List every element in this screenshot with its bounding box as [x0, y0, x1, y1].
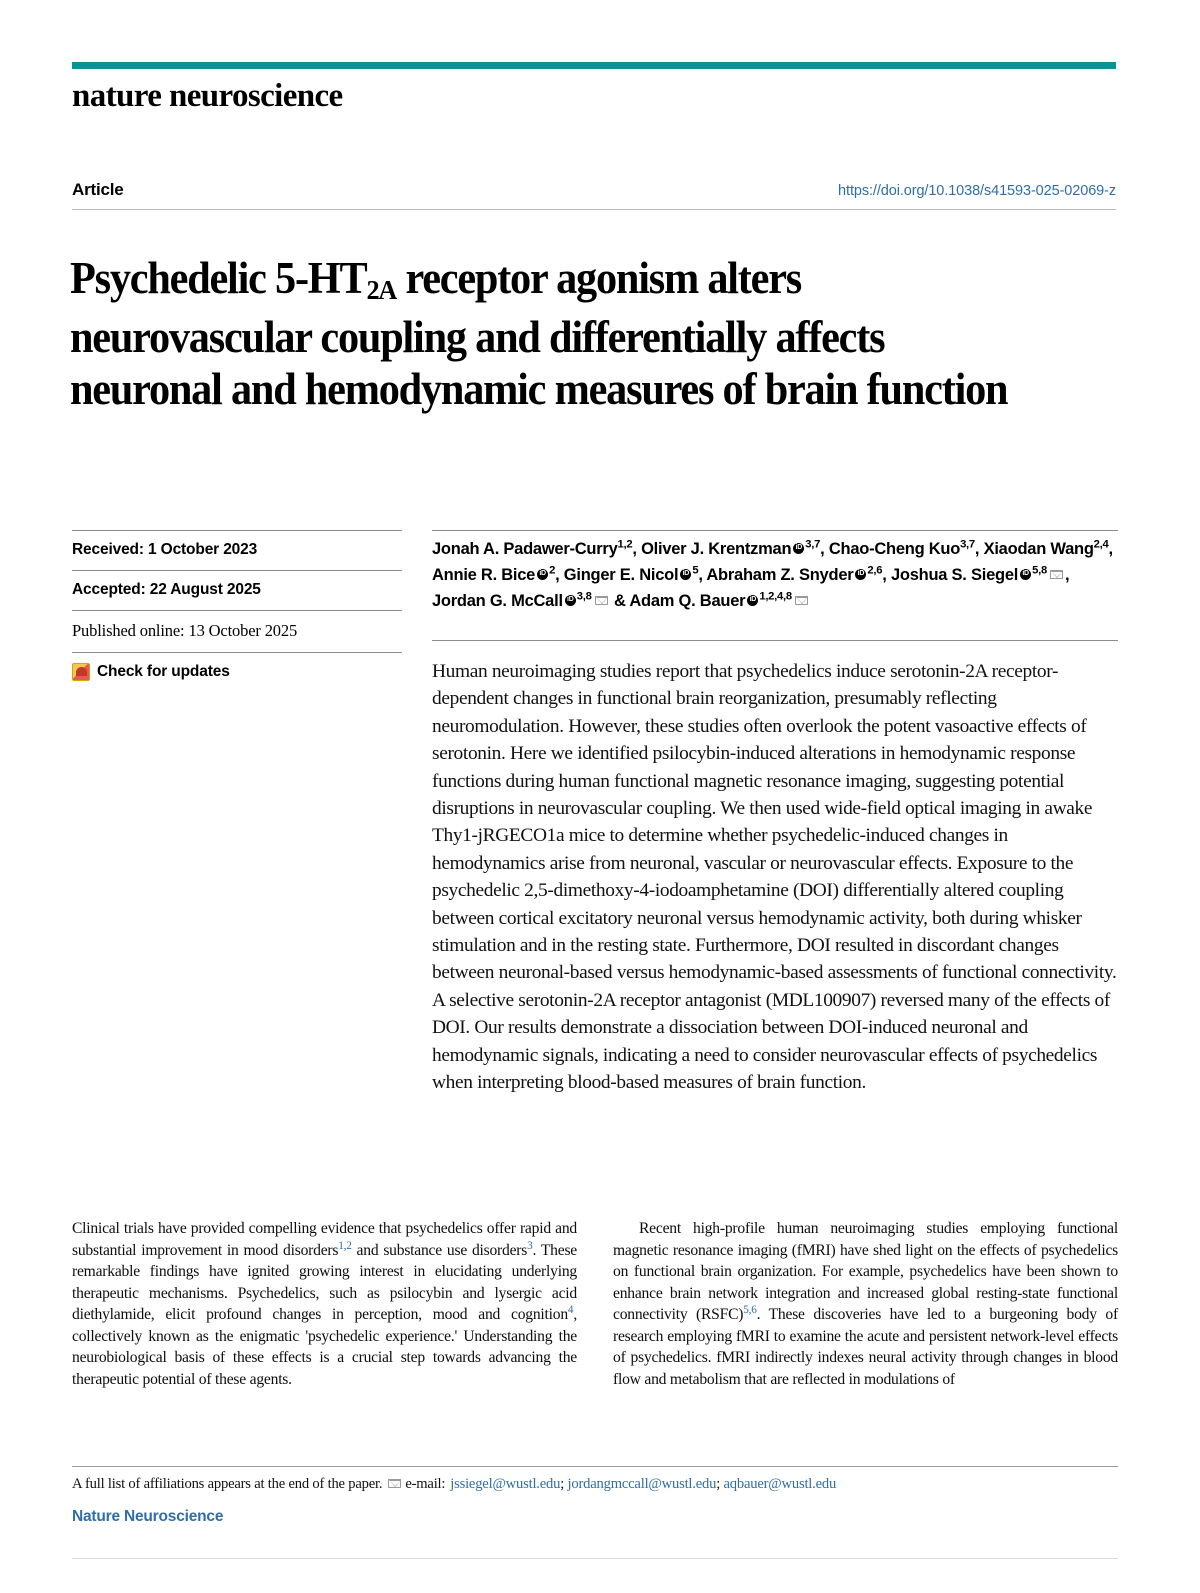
check-for-updates-button[interactable] [72, 653, 402, 681]
author-name: Joshua S. Siegel [890, 566, 1019, 584]
author-affiliation-marker: 1,2 [617, 538, 633, 551]
citation-ref-4[interactable]: 4 [567, 1303, 574, 1316]
author-affiliation-marker: 2 [549, 564, 556, 577]
citation-ref-3[interactable]: 3 [527, 1239, 533, 1252]
authors-divider-top [432, 530, 1118, 531]
email-link[interactable]: jordangmccall@wustl.edu [567, 1476, 717, 1492]
doi-link[interactable]: https://doi.org/10.1038/s41593-025-02069-z [838, 183, 1116, 199]
author-name: Oliver J. Krentzman [641, 540, 792, 558]
intro-paragraph-right [613, 1218, 1118, 1390]
body-columns [72, 1218, 1118, 1390]
right-seg-2: . These discoveries have led to a burgeoning body of research employing fMRI to examine the acute and persistent network-level effects of psychedelics. fMRI indirectly indexes neural activity through changes in blood flow and metabolism that are reflected in modulations of [613, 1306, 1118, 1388]
journal-footer-name: Nature Neuroscience [72, 1508, 224, 1525]
email-link[interactable]: aqbauer@wustl.edu [723, 1476, 837, 1492]
page-title [70, 252, 1019, 415]
article-type-label: Article [72, 180, 124, 199]
orcid-icon[interactable] [565, 595, 576, 606]
author-name: Adam Q. Bauer [629, 592, 746, 610]
article-history-panel [72, 530, 402, 681]
crossmark-icon [72, 663, 90, 681]
author-separator: , [820, 540, 829, 558]
orcid-icon[interactable] [793, 543, 804, 554]
author-separator: , [974, 540, 984, 558]
author-name: Ginger E. Nicol [563, 566, 679, 584]
left-seg-1: Clinical trials have provided compelling evidence that psychedelics offer rapid and substantial improvement in mood disorders [72, 1220, 577, 1259]
author-affiliation-marker: 1,2,4,8 [759, 590, 792, 603]
left-seg-4: , collectively known as the enigmatic 'psychedelic experience.' Understanding the neurobiological basis of these effects is a crucial step towards advancing the therapeutic potential of these agents. [72, 1306, 577, 1388]
author-separator: , [555, 566, 564, 584]
author-name: Jonah A. Padawer-Curry [432, 540, 618, 558]
body-column-left [72, 1218, 577, 1390]
author-affiliation-marker: 5,8 [1032, 564, 1047, 577]
envelope-icon[interactable] [595, 596, 608, 605]
author-separator: & [609, 592, 630, 610]
orcid-icon[interactable] [1020, 569, 1031, 580]
orcid-icon[interactable] [855, 569, 866, 580]
abstract-text: Human neuroimaging studies report that psychedelics induce serotonin-2A receptor-dependent changes in functional brain reorganization, presumably reflecting neuromodulation. However, these studies often overlook the potent vasoactive effects of serotonin. Here we identified psilocybin-induced alterations in hemodynamic response functions during human functional magnetic resonance imaging, suggesting potential disruptions in neurovascular coupling. We then used wide-field optical imaging in awake Thy1-jRGECO1a mice to determine whether psychedelic-induced changes in hemodynamics arise from neuronal, vascular or neurovascular effects. Exposure to the psychedelic 2,5-dimethoxy-4-iodoamphetamine (DOI) differentially altered coupling between cortical excitatory neuronal versus hemodynamic activity, both during whisker stimulation and in the resting state. Furthermore, DOI resulted in discordant changes between neuronal-based versus hemodynamic-based assessments of functional connectivity. A selective serotonin-2A receptor antagonist (MDL100907) reversed many of the effects of DOI. Our results demonstrate a dissociation between DOI-induced neuronal and hemodynamic signals, indicating a need to consider neurovascular effects of psychedelics when interpreting blood-based measures of brain function. [432, 661, 1117, 1094]
email-separator: ; [716, 1476, 724, 1492]
orcid-icon[interactable] [747, 595, 758, 606]
orcid-icon[interactable] [537, 569, 548, 580]
author-name: Annie R. Bice [432, 566, 536, 584]
envelope-icon [388, 1479, 401, 1488]
title-subscript: 2A [366, 275, 397, 307]
published-date: Published online: 13 October 2025 [72, 621, 298, 640]
right-seg-1: Recent high-profile human neuroimaging studies employing functional magnetic resonance imaging (fMRI) have shed light on the effects of psychedelics on functional brain organization. For example, psychedelics have been shown to enhance brain network integration and increased global resting-state functional connectivity (RSFC) [613, 1220, 1118, 1323]
citation-ref-5-6[interactable]: 5,6 [743, 1303, 757, 1316]
author-affiliation-marker: 3,7 [805, 538, 821, 551]
author-separator: , [1108, 540, 1113, 558]
author-list [432, 536, 1118, 614]
orcid-icon[interactable] [680, 569, 691, 580]
title-part-2: receptor agonism alters neurovascular coupling and differentially affects neuronal and hemodynamic measures of brain function [70, 253, 1008, 415]
author-affiliation-marker: 5 [692, 564, 699, 577]
envelope-icon[interactable] [795, 596, 808, 605]
authors-divider-bottom [432, 640, 1118, 641]
author-affiliation-marker: 2,6 [867, 564, 883, 577]
page-bottom-rule [72, 1558, 1118, 1559]
email-label: e-mail: [405, 1476, 446, 1492]
journal-masthead: nature neuroscience [72, 78, 343, 114]
author-separator: , [698, 566, 707, 584]
author-separator: , [632, 540, 642, 558]
author-separator: , [882, 566, 891, 584]
title-part-1: Psychedelic 5-HT [70, 253, 367, 304]
email-separator: ; [560, 1476, 568, 1492]
journal-accent-rule [72, 62, 1116, 69]
check-for-updates-label: Check for updates [97, 663, 230, 680]
author-name: Xiaodan Wang [983, 540, 1094, 558]
envelope-icon[interactable] [1050, 570, 1063, 579]
header-divider [72, 209, 1116, 210]
article-type-row [72, 180, 1116, 200]
accepted-date: Accepted: 22 August 2025 [72, 581, 261, 598]
author-name: Chao-Cheng Kuo [828, 540, 961, 558]
left-seg-2: and substance use disorders [351, 1241, 528, 1259]
author-affiliation-marker: 3,8 [576, 590, 592, 603]
author-name: Jordan G. McCall [432, 592, 563, 610]
received-date: Received: 1 October 2023 [72, 541, 258, 558]
author-affiliation-marker: 3,7 [960, 538, 975, 551]
body-column-right [613, 1218, 1118, 1390]
citation-ref-1-2[interactable]: 1,2 [338, 1239, 352, 1252]
affiliation-note-text: A full list of affiliations appears at the end of the paper. [72, 1476, 383, 1492]
author-affiliation-marker: 2,4 [1093, 538, 1109, 551]
corresponding-emails [450, 1476, 836, 1493]
author-separator: , [1064, 566, 1070, 584]
author-name: Abraham Z. Snyder [706, 566, 854, 584]
footer-affiliation-note [72, 1476, 1118, 1493]
email-link[interactable]: jssiegel@wustl.edu [450, 1476, 561, 1492]
left-seg-3: . These remarkable findings have ignited growing interest in elucidating underlying therapeutic mechanisms. Psychedelics, such as psilocybin and lysergic acid diethylamide, elicit profound changes in perception, mood and cognition [72, 1241, 577, 1323]
intro-paragraph-left [72, 1218, 577, 1390]
footer-divider [72, 1466, 1118, 1467]
